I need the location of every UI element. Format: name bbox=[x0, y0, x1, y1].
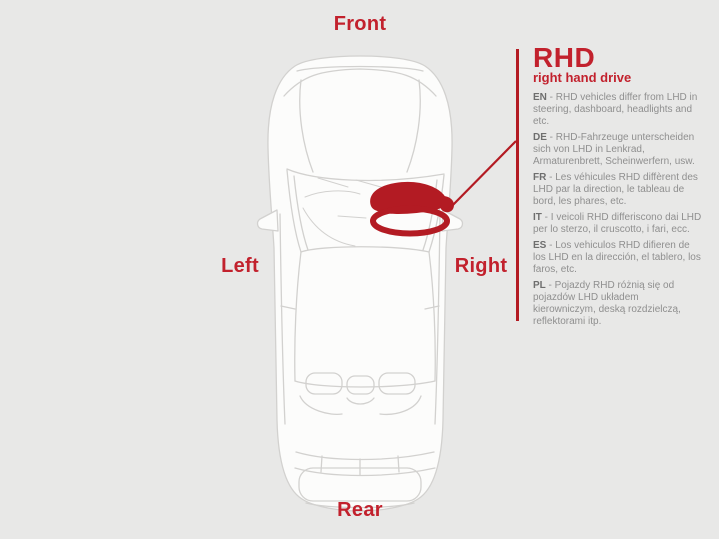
entry-fr-text: Les véhicules RHD diffèrent des LHD par la direction, le tableau de bord, les phares, etc. bbox=[533, 172, 698, 207]
panel-divider-line bbox=[516, 49, 519, 321]
entry-it bbox=[533, 212, 703, 236]
panel-title: RHD bbox=[533, 42, 596, 73]
entry-pl-separator: - bbox=[545, 280, 555, 291]
entry-de bbox=[533, 132, 703, 168]
entry-en bbox=[533, 92, 703, 128]
entry-es-separator: - bbox=[546, 240, 556, 251]
entry-en-text: RHD vehicles differ from LHD in steering, dashboard, headlights and etc. bbox=[533, 92, 698, 127]
entry-de-text: RHD-Fahrzeuge unterscheiden sich von LHD in Lenkrad, Armaturenbrett, Scheinwerfern, usw. bbox=[533, 132, 695, 167]
label-front: Front bbox=[333, 13, 387, 35]
left-mirror bbox=[258, 210, 278, 231]
entry-pl bbox=[533, 280, 703, 328]
language-entries bbox=[533, 92, 703, 328]
panel-subtitle: right hand drive bbox=[533, 70, 632, 85]
entry-en-separator: - bbox=[546, 92, 556, 103]
entry-fr bbox=[533, 172, 703, 208]
entry-de-label: DE bbox=[533, 132, 547, 143]
entry-fr-separator: - bbox=[546, 172, 556, 183]
entry-es bbox=[533, 240, 703, 276]
label-left: Left bbox=[221, 255, 259, 277]
label-rear: Rear bbox=[337, 499, 383, 521]
entry-it-label: IT bbox=[533, 212, 542, 223]
entry-es-label: ES bbox=[533, 240, 547, 251]
entry-it-separator: - bbox=[541, 212, 551, 223]
car-body-outline bbox=[268, 56, 452, 511]
entry-pl-label: PL bbox=[533, 280, 546, 291]
label-right: Right bbox=[454, 255, 508, 277]
entry-de-separator: - bbox=[546, 132, 556, 143]
entry-en-label: EN bbox=[533, 92, 547, 103]
leader-line bbox=[447, 141, 516, 211]
rhd-info-panel bbox=[533, 44, 703, 332]
entry-es-text: Los vehiculos RHD difieren de los LHD en la dirección, el tablero, los faros, etc. bbox=[533, 240, 701, 275]
entry-fr-label: FR bbox=[533, 172, 547, 183]
entry-pl-text: Pojazdy RHD różnią się od pojazdów LHD układem kierowniczym, deską rozdzielczą, reflektorami itp. bbox=[533, 280, 681, 327]
entry-it-text: I veicoli RHD differiscono dai LHD per lo sterzo, il cruscotto, i fari, ecc. bbox=[533, 212, 702, 235]
